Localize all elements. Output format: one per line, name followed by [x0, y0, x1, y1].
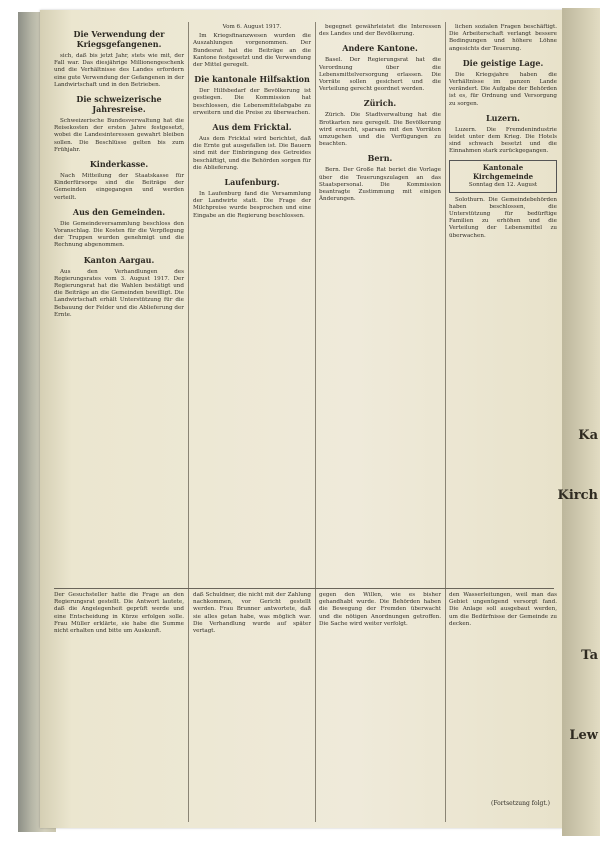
- feuilleton-column-4: den Wasserleitungen, weil man das Gebiet ungenügend versorgt fand. Die Anlage soll ausgebaut werden, um die Bedürfnisse der Gemeinde zu decken.: [449, 592, 557, 627]
- heading: Laufenburg.: [224, 177, 280, 188]
- column-divider: [188, 22, 189, 822]
- ad-line: Kirchgemeinde: [472, 171, 534, 181]
- paragraph: Nach Mitteilung der Staatskasse für Kinderfürsorge sind die Beiträge der Gemeinden eingegangen und werden verteilt.: [54, 173, 184, 201]
- heading: Bern.: [367, 153, 393, 164]
- paragraph: Solothurn. Die Gemeindebehörden haben beschlossen, die Unterstützung für bedürftige Familien zu erhöhen und die Verteilung der Lebensmittel zu überwachen.: [449, 196, 557, 239]
- paragraph: Die Kriegsjahre haben die Verhältnisse im ganzen Lande verändert. Die Aufgabe der Behörden ist es, für Ordnung und Versorgung zu sorgen.: [449, 71, 557, 107]
- paragraph: Die Gemeindeversammlung beschloss den Voranschlag. Die Kosten für die Verpflegung der Truppen wurden genehmigt und die Rechnung abgenommen.: [54, 220, 184, 249]
- ad-line: Kantonale: [482, 162, 524, 172]
- paragraph: begegnet gewährleistet die Interessen des Landes und der Bevölkerung.: [319, 24, 441, 38]
- heading: Andere Kantone.: [342, 43, 418, 54]
- heading: Zürich.: [363, 98, 397, 109]
- heading: Aus den Gemeinden.: [72, 206, 166, 217]
- heading: Kinderkasse.: [89, 159, 149, 170]
- adjacent-fragment: Ta: [581, 648, 598, 663]
- advertisement-box: [449, 160, 557, 193]
- paragraph: Luzern. Die Fremdenindustrie leidet unter dem Krieg. Die Hotels sind schwach besetzt und die Einnahmen stark zurückgegangen.: [449, 126, 557, 155]
- newspaper-page: [40, 10, 564, 828]
- paragraph: Im Kriegsfinanzwesen wurden die Auszahlungen vorgenommen. Der Bundesrat hat die Beiträge an die Kantone festgesetzt und die Verwendung der Mittel geregelt.: [193, 33, 311, 69]
- feuilleton-column-3: gegen den Willen, wie es bisher gehandhabt wurde. Die Behörden haben die Bewegung der Fremden überwacht und die nötigen Anordnungen getroffen. Die Sache wird weiter verfolgt.: [319, 592, 441, 627]
- feuilleton-column-2: daß Schuldner, die nicht mit der Zahlung nachkommen, vor Gericht gestellt werden. Frau Brunner antwortete, daß sie alles getan habe, was möglich war. Die Verhandlung wurde auf später vertagt.: [193, 592, 311, 635]
- heading: Die schweizerische Jahresreise.: [76, 94, 162, 115]
- ad-line: Sonntag den 12. August: [468, 181, 538, 188]
- feuilleton-column-1: Der Gesuchsteller hatte die Frage an den Regierungsrat gestellt. Die Antwort lautete, daß die Angelegenheit geprüft werde und eine Entscheidung in Kürze erfolgen solle. Frau Müller erklärte, sie habe die Summe nicht erhalten und bitte um Auskunft.: [54, 592, 184, 635]
- paragraph: lichen sozialen Fragen beschäftigt. Die Arbeiterschaft verlangt bessere Bedingungen und höhere Löhne angesichts der Teuerung.: [449, 24, 557, 52]
- paragraph: Aus dem Fricktal wird berichtet, daß die Ernte gut ausgefallen ist. Die Bauern sind mit der Einbringung des Getreides beschäftigt, und die Behörden sorgen für die Ablieferung.: [193, 136, 311, 171]
- paragraph: Zürich. Die Stadtverwaltung hat die Brotkarten neu geregelt. Die Bevölkerung wird ersucht, sparsam mit den Vorräten umzugehen und die Verfügungen zu beachten.: [319, 112, 441, 148]
- paragraph: In Laufenburg fand die Versammlung der Landwirte statt. Die Frage der Milchpreise wurde besprochen und eine Eingabe an die Regierung beschlossen.: [193, 191, 311, 219]
- column-divider: [445, 22, 446, 822]
- heading: Luzern.: [486, 112, 520, 123]
- paragraph: Aus den Verhandlungen des Regierungsrates vom 3. August 1917. Der Regierungsrat hat die Wahlen bestätigt und die Beiträge an die Gemeinden bewilligt. Die Landwirtschaft erhält Unterstützung für die Bebauung der Felder und die Ablieferung der Ernte.: [54, 268, 184, 318]
- adjacent-page: [557, 8, 600, 836]
- paragraph: Basel. Der Regierungsrat hat die Verordnung über die Lebensmittelversorgung erlassen. Die Vorräte sollen gesichert und die Verteilung gerecht geordnet werden.: [319, 57, 441, 93]
- column-divider: [315, 22, 316, 822]
- heading: Die Verwendung der Kriegsgefangenen.: [73, 29, 165, 49]
- paragraph: Schweizerische Bundesverwaltung hat die Reisekosten der ersten Jahre festgesetzt, wobei die Landesinteressen gewahrt bleiben sollen. Die Beschlüsse gelten bis zum Frühjahr.: [54, 118, 184, 153]
- heading: Aus dem Fricktal.: [212, 122, 292, 133]
- heading: Die geistige Lage.: [462, 57, 544, 68]
- paragraph: sich, daß bis jetzt Jahr, stets wie mit, der Fall war. Das diesjährige Millionengeschenk und die Verhältnisse des Landes erfordern eine gute Verwendung der Gefangenen in der Landwirtschaft und in den Betrieben.: [54, 53, 184, 88]
- dateline: Vom 6. August 1917.: [222, 24, 282, 30]
- adjacent-fragment: Ka: [578, 428, 598, 443]
- paragraph: Der Hilfsbedarf der Bevölkerung ist gestiegen. Die Kommission hat beschlossen, die Lebensmittelabgabe zu erweitern und die Preise zu überwachen.: [193, 88, 311, 116]
- heading: Die kantonale Hilfsaktion: [194, 74, 310, 85]
- continuation-note: (Fortsetzung folgt.): [491, 800, 550, 807]
- adjacent-fragment: Kirch: [557, 488, 598, 503]
- horizontal-rule: [54, 588, 554, 589]
- paragraph: Bern. Der Große Rat beriet die Vorlage über die Teuerungszulagen an das Staatspersonal. Die Kommission beantragte Zustimmung mit einigen Änderungen.: [319, 167, 441, 203]
- heading: Kanton Aargau.: [83, 254, 155, 265]
- adjacent-fragment: Lew: [569, 728, 598, 743]
